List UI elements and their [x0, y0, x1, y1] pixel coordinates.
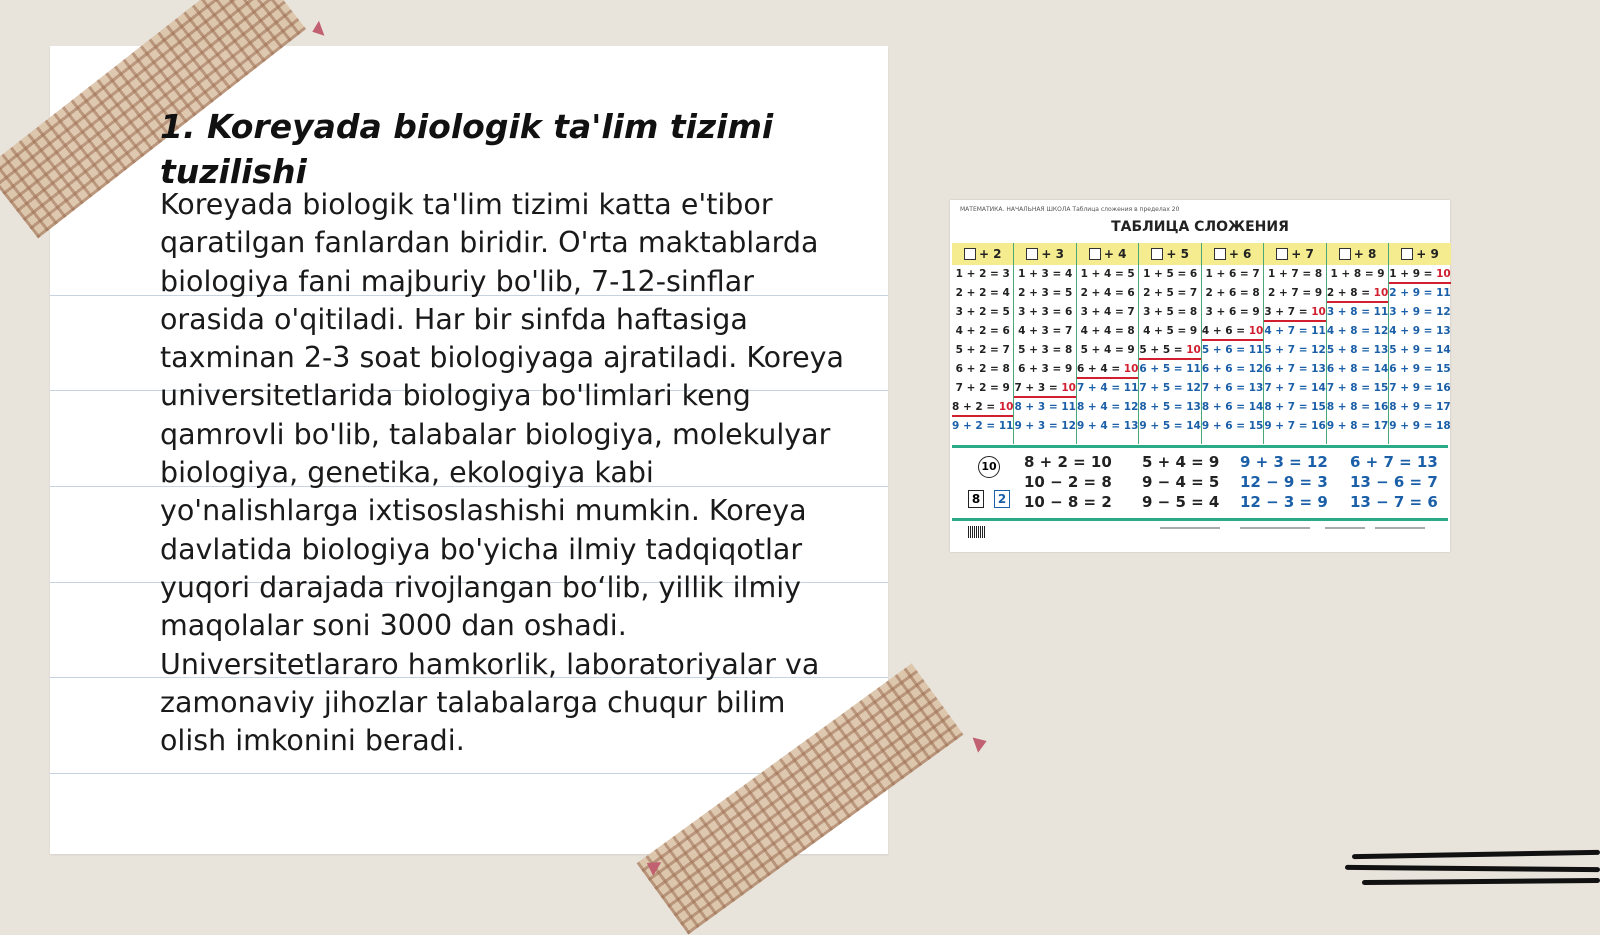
equation-cell: 5 + 9 = 14 [1389, 344, 1451, 356]
grid-column [1263, 243, 1325, 444]
column-header [1327, 243, 1388, 265]
fine-print [1240, 527, 1310, 529]
result-ten: 10 [1373, 287, 1389, 299]
equation-cell: 4 + 3 = 7 [1018, 325, 1073, 337]
grid-column [1326, 243, 1388, 444]
column-header-label: + 6 [1228, 247, 1252, 261]
sum-line: 13 − 6 = 7 [1350, 473, 1438, 491]
column-header [1077, 243, 1138, 265]
poster-title: ТАБЛИЦА СЛОЖЕНИЯ [1111, 219, 1289, 235]
equation-cell: 4 + 9 = 13 [1389, 325, 1451, 337]
grid-column [952, 243, 1013, 444]
equation-cell: 3 + 6 = 9 [1205, 306, 1260, 318]
grid-column [1076, 243, 1138, 444]
result-ten: 10 [1123, 363, 1139, 375]
equation-cell: 2 + 5 = 7 [1143, 287, 1198, 299]
column-header [952, 243, 1013, 265]
equation-cell: 3 + 7 = 10 [1264, 303, 1325, 322]
equation-cell: 8 + 8 = 16 [1326, 401, 1389, 413]
column-header-label: + 2 [978, 247, 1002, 261]
poster-header-small: МАТЕМАТИКА. НАЧАЛЬНАЯ ШКОЛА Таблица сложения в пределах 20 [960, 206, 1180, 213]
poster-bottom-line [952, 518, 1448, 521]
sum-line: 10 − 8 = 2 [1024, 493, 1112, 511]
blank-box-icon [1401, 248, 1413, 260]
sum-group [1024, 452, 1112, 512]
fine-print [1160, 527, 1220, 529]
grid-column [1388, 243, 1450, 444]
column-header [1014, 243, 1075, 265]
slide-body-text: Koreyada biologik ta'lim tizimi katta e'tibor qaratilgan fanlardan biridir. O'rta maktablarda biologiya fani majburiy bo'lib, 7-12-sinflar orasida o'qitiladi. Har bir sinfda haftasiga taxminan 2-3 soat biologiyaga ajratiladi. Koreya universitetlarida biologiya bo'limlari keng qamrovli bo'lib, talabalar biologiya, molekulyar biologiya, genetika, ekologiya kabi yo'nalishlarga ixtisoslashishi mumkin. Koreya davlatida biologiya bo'yicha ilmiy tadqiqotlar yuqori darajada rivojlangan bo‘lib, yillik ilmiy maqolalar soni 3000 dan oshadi. Universitetlararo hamkorlik, laboratoriyalar va zamonaviy jihozlar talabalarga chuqur bilim olish imkonini beradi. [160, 188, 845, 758]
equation-cell: 3 + 8 = 11 [1326, 306, 1389, 318]
equation-cell: 2 + 7 = 9 [1268, 287, 1323, 299]
blank-box-icon [1151, 248, 1163, 260]
equation-cell: 4 + 7 = 11 [1264, 325, 1326, 337]
scribble-line [1345, 865, 1600, 872]
column-header [1202, 243, 1263, 265]
equation-cell: 9 + 4 = 13 [1076, 420, 1139, 432]
equation-cell: 5 + 4 = 9 [1080, 344, 1135, 356]
equation-cell: 8 + 6 = 14 [1201, 401, 1264, 413]
sum-line: 13 − 7 = 6 [1350, 493, 1438, 511]
blank-box-icon [1026, 248, 1038, 260]
equation-cell: 7 + 4 = 11 [1076, 382, 1139, 394]
equation-cell: 8 + 2 = 10 [952, 398, 1013, 417]
equation-cell: 1 + 7 = 8 [1268, 268, 1323, 280]
number-circle: 10 [978, 456, 1000, 478]
equation-cell: 1 + 4 = 5 [1080, 268, 1135, 280]
addition-grid [952, 243, 1451, 444]
equation-cell: 4 + 5 = 9 [1143, 325, 1198, 337]
equation-cell: 5 + 2 = 7 [955, 344, 1010, 356]
equation-cell: 9 + 3 = 12 [1014, 420, 1076, 432]
equation-cell: 5 + 5 = 10 [1139, 341, 1200, 360]
equation-cell: 8 + 4 = 12 [1076, 401, 1139, 413]
equation-cell: 7 + 8 = 15 [1326, 382, 1389, 394]
sum-group [1350, 452, 1438, 512]
blank-box-icon [964, 248, 976, 260]
equation-cell: 3 + 9 = 12 [1389, 306, 1451, 318]
equation-cell: 1 + 5 = 6 [1143, 268, 1198, 280]
column-header-label: + 7 [1291, 247, 1314, 261]
equation-cell: 1 + 6 = 7 [1205, 268, 1260, 280]
sum-line: 5 + 4 = 9 [1142, 453, 1220, 471]
equation-cell: 7 + 7 = 14 [1264, 382, 1326, 394]
grid-column [1138, 243, 1200, 444]
equation-cell: 3 + 4 = 7 [1080, 306, 1135, 318]
slide-title: 1. Koreyada biologik ta'lim tizimi tuzilishi [160, 107, 774, 191]
equation-cell: 7 + 9 = 16 [1389, 382, 1451, 394]
column-header [1139, 243, 1200, 265]
equation-cell: 5 + 3 = 8 [1018, 344, 1073, 356]
equation-cell: 6 + 2 = 8 [955, 363, 1010, 375]
scribble-line [1362, 878, 1600, 885]
equation-cell: 4 + 2 = 6 [955, 325, 1010, 337]
equation-cell: 8 + 3 = 11 [1014, 401, 1076, 413]
equation-cell: 8 + 5 = 13 [1139, 401, 1201, 413]
column-header-label: + 4 [1103, 247, 1127, 261]
sum-line: 12 − 9 = 3 [1240, 473, 1328, 491]
equation-cell: 7 + 6 = 13 [1201, 382, 1264, 394]
equation-cell: 9 + 9 = 18 [1389, 420, 1451, 432]
sum-line: 6 + 7 = 13 [1350, 453, 1438, 471]
equation-cell: 6 + 8 = 14 [1326, 363, 1389, 375]
equation-cell: 1 + 2 = 3 [955, 268, 1010, 280]
equation-cell: 1 + 8 = 9 [1330, 268, 1385, 280]
column-header-label: + 3 [1041, 247, 1064, 261]
sum-group [1142, 452, 1219, 512]
equation-cell: 9 + 5 = 14 [1139, 420, 1201, 432]
equation-cell: 7 + 5 = 12 [1139, 382, 1201, 394]
equation-cell: 5 + 6 = 11 [1201, 344, 1264, 356]
fine-print [1375, 527, 1425, 529]
equation-cell: 4 + 8 = 12 [1326, 325, 1389, 337]
result-ten: 10 [1248, 325, 1264, 337]
poster-divider [952, 445, 1448, 448]
equation-cell: 4 + 4 = 8 [1080, 325, 1135, 337]
sum-line: 8 + 2 = 10 [1024, 453, 1112, 471]
equation-cell: 2 + 9 = 11 [1389, 287, 1451, 299]
equation-cell: 2 + 4 = 6 [1080, 287, 1135, 299]
equation-cell: 6 + 5 = 11 [1139, 363, 1201, 375]
equation-cell: 2 + 2 = 4 [955, 287, 1010, 299]
addition-table-poster [950, 200, 1450, 552]
equation-cell: 5 + 8 = 13 [1326, 344, 1389, 356]
result-ten: 10 [1311, 306, 1326, 318]
equation-cell: 8 + 7 = 15 [1264, 401, 1326, 413]
column-header [1264, 243, 1325, 265]
equation-cell: 9 + 7 = 16 [1264, 420, 1326, 432]
grid-column [1013, 243, 1075, 444]
blank-box-icon [1214, 248, 1226, 260]
equation-cell: 3 + 2 = 5 [955, 306, 1010, 318]
result-ten: 10 [1436, 268, 1451, 280]
blank-box-icon [1276, 248, 1288, 260]
grid-column [1201, 243, 1263, 444]
equation-cell: 1 + 9 = 10 [1389, 265, 1450, 284]
equation-cell: 9 + 8 = 17 [1326, 420, 1389, 432]
column-header-label: + 9 [1416, 247, 1439, 261]
result-ten: 10 [998, 401, 1014, 413]
equation-cell: 1 + 3 = 4 [1018, 268, 1073, 280]
equation-cell: 3 + 3 = 6 [1018, 306, 1073, 318]
column-header-label: + 8 [1353, 247, 1377, 261]
equation-cell: 8 + 9 = 17 [1389, 401, 1451, 413]
column-header [1389, 243, 1450, 265]
equation-cell: 7 + 3 = 10 [1014, 379, 1075, 398]
tape-pin-bottom [973, 733, 990, 752]
equation-cell: 2 + 8 = 10 [1327, 284, 1388, 303]
tape-pin-top [310, 21, 325, 39]
equation-cell: 7 + 2 = 9 [955, 382, 1010, 394]
equation-cell: 2 + 6 = 8 [1205, 287, 1260, 299]
equation-cell: 6 + 7 = 13 [1264, 363, 1326, 375]
equation-cell: 2 + 3 = 5 [1018, 287, 1073, 299]
equation-cell: 5 + 7 = 12 [1264, 344, 1326, 356]
barcode-icon [968, 526, 986, 538]
sum-line: 9 − 5 = 4 [1142, 493, 1220, 511]
number-box: 2 [994, 490, 1010, 508]
fine-print [1325, 527, 1365, 529]
equation-cell: 6 + 4 = 10 [1077, 360, 1138, 379]
result-ten: 10 [1061, 382, 1076, 394]
scribble-line [1352, 850, 1600, 859]
equation-cell: 6 + 9 = 15 [1389, 363, 1451, 375]
equation-cell: 6 + 6 = 12 [1201, 363, 1264, 375]
sum-line: 12 − 3 = 9 [1240, 493, 1328, 511]
blank-box-icon [1339, 248, 1351, 260]
equation-cell: 3 + 5 = 8 [1143, 306, 1198, 318]
sum-line: 9 − 4 = 5 [1142, 473, 1220, 491]
blank-box-icon [1089, 248, 1101, 260]
equation-cell: 9 + 6 = 15 [1201, 420, 1264, 432]
column-header-label: + 5 [1166, 247, 1189, 261]
number-box: 8 [968, 490, 984, 508]
equation-cell: 4 + 6 = 10 [1202, 322, 1263, 341]
equation-cell: 9 + 2 = 11 [952, 420, 1014, 432]
result-ten: 10 [1186, 344, 1201, 356]
sum-line: 10 − 2 = 8 [1024, 473, 1112, 491]
equation-cell: 6 + 3 = 9 [1018, 363, 1073, 375]
sum-group [1240, 452, 1328, 512]
sum-line: 9 + 3 = 12 [1240, 453, 1328, 471]
